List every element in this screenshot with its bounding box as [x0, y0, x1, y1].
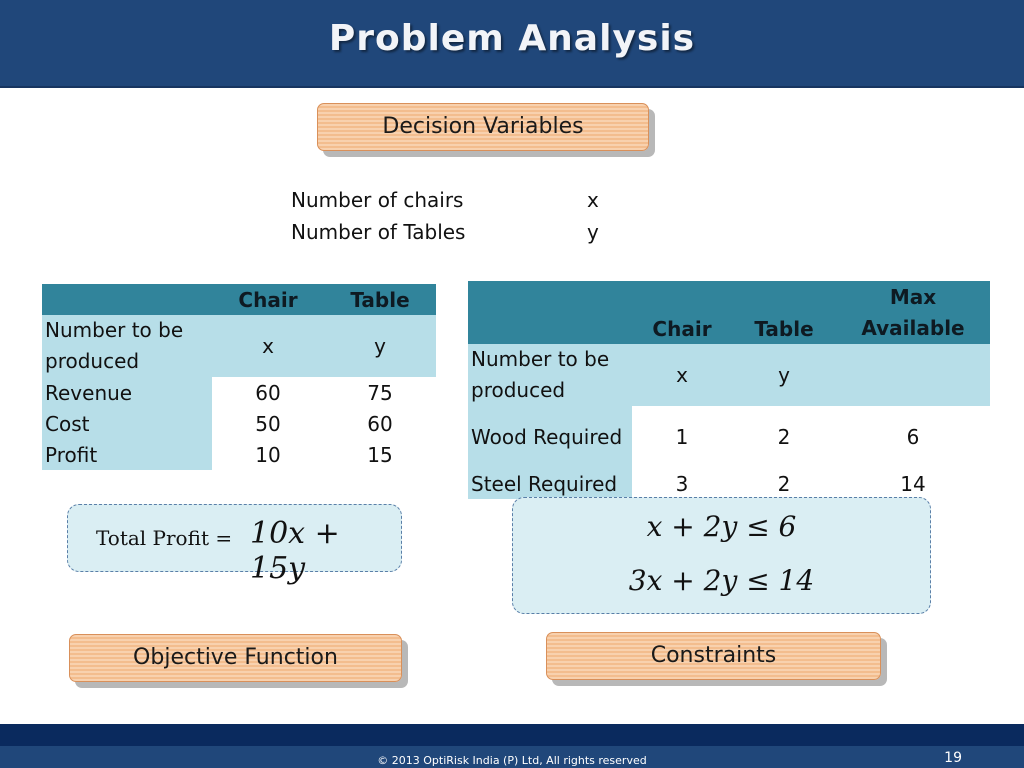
objective-function-label: Objective Function	[69, 634, 402, 682]
table-cell: 2	[777, 425, 791, 449]
table-row	[42, 408, 436, 439]
decision-variable-row	[291, 220, 465, 244]
table-cell: 14	[900, 471, 926, 496]
objective-equation-box	[67, 504, 402, 586]
table-cell: 10	[255, 442, 281, 467]
decision-variable-symbol: y	[587, 220, 599, 244]
table-header-cell	[42, 284, 212, 315]
row-label: Revenue	[42, 377, 212, 408]
row-label: Number to be produced	[42, 315, 212, 377]
resource-requirements-table	[468, 281, 990, 499]
decision-variable-name: Number of chairs	[291, 188, 464, 212]
decision-variables-label: Decision Variables	[317, 103, 649, 151]
constraint-line: x + 2y ≤ 6	[646, 510, 797, 543]
table-cell: 75	[367, 380, 393, 405]
table-cell: y	[324, 315, 436, 377]
decision-variable-name: Number of Tables	[291, 220, 466, 244]
table-cell: 60	[255, 380, 281, 405]
table-row	[42, 315, 436, 377]
slide-title: Problem Analysis	[328, 18, 696, 59]
table-header-cell: Table	[732, 281, 836, 344]
constraints-equation-box	[512, 497, 931, 614]
row-label: Steel Required	[468, 468, 632, 499]
table-cell	[836, 344, 990, 406]
table-header-row	[468, 281, 990, 344]
table-header-cell: Table	[324, 284, 436, 315]
table-cell: 2	[777, 471, 791, 496]
row-label: Number to be produced	[468, 344, 632, 406]
decision-variable-symbol: x	[587, 188, 599, 212]
objective-expression: 10x + 15y	[250, 516, 340, 586]
table-cell: 6	[906, 425, 920, 449]
row-label: Cost	[42, 408, 212, 439]
table-row	[468, 468, 990, 499]
table-cell: 3	[675, 471, 689, 496]
revenue-cost-table	[42, 284, 436, 470]
footer-bar	[0, 724, 1024, 768]
table-header-row	[42, 284, 436, 315]
decision-variable-row	[291, 188, 463, 212]
row-label: Wood Required	[468, 406, 632, 468]
table-cell: x	[632, 344, 732, 406]
copyright-text: © 2013 OptiRisk India (P) Ltd, All rights reserved	[377, 754, 647, 767]
table-header-cell: Chair	[632, 281, 732, 344]
constraints-label: Constraints	[546, 632, 881, 680]
table-row	[42, 439, 436, 470]
title-bar	[0, 0, 1024, 88]
constraint-line: 3x + 2y ≤ 14	[628, 564, 815, 597]
table-row	[468, 406, 990, 468]
table-cell: x	[212, 315, 324, 377]
table-header-cell: Max Available	[836, 281, 990, 344]
table-header-cell: Chair	[212, 284, 324, 315]
footer-band	[0, 724, 1024, 746]
table-cell: 50	[255, 411, 281, 436]
table-row	[468, 344, 990, 406]
table-row	[42, 377, 436, 408]
table-cell: y	[732, 344, 836, 406]
table-cell: 1	[675, 425, 689, 449]
page-number: 19	[944, 750, 962, 766]
objective-prefix: Total Profit =	[96, 526, 233, 550]
table-cell: 60	[367, 411, 393, 436]
row-label: Profit	[42, 439, 212, 470]
table-header-cell	[468, 281, 632, 344]
table-cell: 15	[367, 442, 393, 467]
